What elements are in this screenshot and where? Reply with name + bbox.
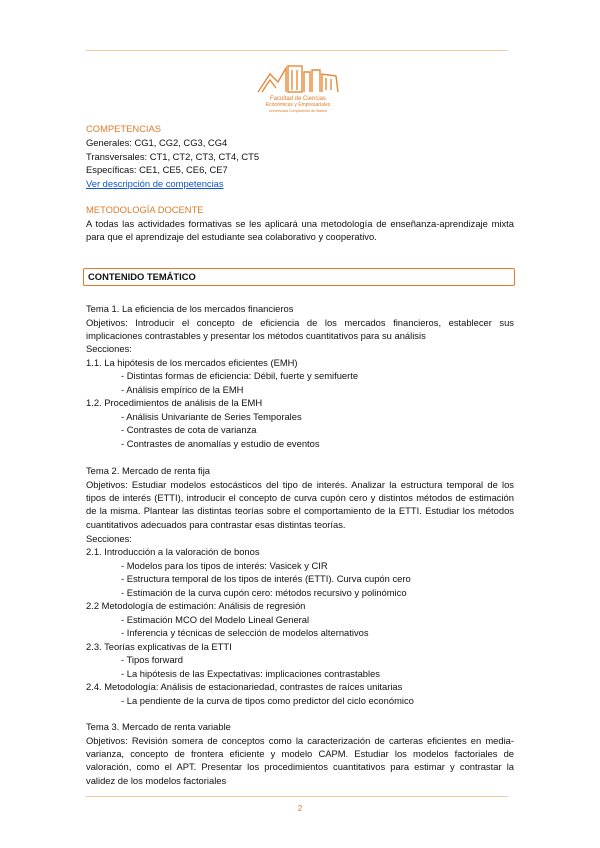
logo-line-3: Universidad Complutense de Madrid (268, 109, 328, 113)
competencias-especificas: Específicas: CE1, CE5, CE6, CE7 (86, 164, 228, 175)
metodologia-text: A todas las actividades formativas se les aplicará una metodología de enseñanza-aprendizaje mixta para que el aprendizaje del estudiante sea colaborativo y cooperativo. (86, 217, 514, 242)
tema1-section-1-2: 1.2. Procedimientos de análisis de la EMH (86, 397, 263, 408)
header-rule (86, 50, 508, 51)
tema3-objetivos: Objetivos: Revisión somera de conceptos como la caracterización de carteras eficientes en media-varianza, concepto de frontera eficiente y modelo CAPM. Estudiar los modelos factoriales de valoración, como el APT. Presentar los procedimientos cuantitativos para estimar y contrastar la validez de los modelos factoriales (86, 734, 514, 786)
tema2-item-2-3-b: - La hipótesis de las Expectativas: implicaciones contrastables (121, 667, 380, 679)
tema2-item-2-3-a: - Tipos forward (121, 654, 183, 665)
competencias-link[interactable]: Ver descripción de competencias (86, 177, 224, 189)
contenido-title: CONTENIDO TEMÁTICO (88, 271, 196, 282)
tema2-item-2-1-a: - Modelos para los tipos de interés: Vasicek y CIR (121, 559, 328, 571)
tema1-title: Tema 1. La eficiencia de los mercados financieros (86, 303, 294, 314)
faculty-logo (252, 58, 344, 114)
competencias-title: COMPETENCIAS (86, 123, 162, 134)
tema1-item-1-2-b: - Contrastes de cota de varianza (121, 424, 257, 435)
tema1-section-1-1: 1.1. La hipótesis de los mercados eficientes (EMH) (86, 356, 298, 368)
tema2-item-2-2-b: - Inferencia y técnicas de selección de modelos alternativos (121, 627, 369, 638)
tema1-secciones: Secciones: (86, 343, 132, 354)
footer-rule (86, 796, 508, 797)
logo-line-1: Facultad de Ciencias (269, 96, 327, 102)
tema1-item-1-2-c: - Contrastes de anomalías y estudio de eventos (121, 437, 320, 449)
tema1-item-1-1-a: - Distintas formas de eficiencia: Débil, fuerte y semifuerte (121, 370, 359, 381)
tema1-objetivos: Objetivos: Introducir el concepto de eficiencia de los mercados financieros, establecer sus implicaciones contrastables y presentar los métodos cuantitativos para su análisis (86, 316, 514, 341)
tema3-title: Tema 3. Mercado de renta variable (86, 721, 231, 732)
competencias-transversales: Transversales: CT1, CT2, CT3, CT4, CT5 (86, 150, 260, 162)
tema2-section-2-4: 2.4. Metodología: Análisis de estacionariedad, contrastes de raíces unitarias (86, 681, 403, 692)
tema2-item-2-2-a: - Estimación MCO del Modelo Lineal General (121, 613, 310, 625)
metodologia-title: METODOLOGÍA DOCENTE (86, 204, 204, 215)
contenido-tematico-box (83, 268, 515, 286)
tema2-objetivos: Objetivos: Estudiar modelos estocásticos del tipo de interés. Analizar la estructura temporal de los tipos de interés (ETTI), introducir el concepto de curva cupón cero y distintos métodos de estimación de la misma. Plantear las distintas teorías sobre el comportamiento de la ETTI. Estudiar los métodos cuantitativos adecuados para contrastar esas distintas teorías. (86, 478, 514, 530)
tema1-item-1-2-a: - Análisis Univariante de Series Temporales (121, 410, 302, 422)
tema2-title: Tema 2. Mercado de renta fija (86, 465, 211, 476)
tema2-section-2-3: 2.3. Teorías explicativas de la ETTI (86, 640, 232, 652)
tema2-item-2-4-a: - La pendiente de la curva de tipos como predictor del ciclo económico (121, 694, 414, 706)
tema2-section-2-2: 2.2 Metodología de estimación: Análisis de regresión (86, 600, 306, 611)
tema2-item-2-1-b: - Estructura temporal de los tipos de interés (ETTI). Curva cupón cero (121, 573, 411, 584)
tema2-section-2-1: 2.1. Introducción a la valoración de bonos (86, 546, 260, 557)
competencias-generales: Generales: CG1, CG2, CG3, CG4 (86, 137, 228, 148)
tema2-secciones: Secciones: (86, 532, 132, 544)
page-number: 2 (297, 804, 303, 813)
tema1-item-1-1-b: - Análisis empírico de la EMH (121, 383, 244, 395)
tema2-item-2-1-c: - Estimación de la curva cupón cero: métodos recursivo y polinómico (121, 586, 407, 598)
logo-line-2: Económicas y Empresariales (265, 102, 331, 108)
